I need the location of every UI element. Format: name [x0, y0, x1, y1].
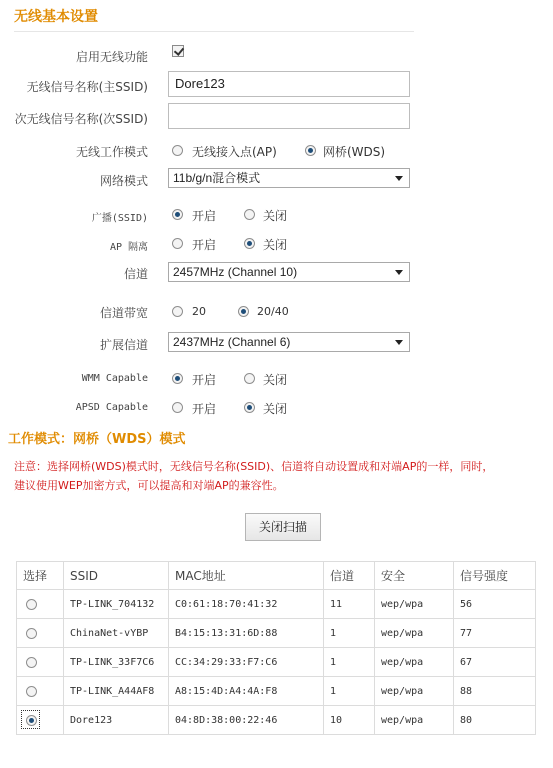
check-icon [174, 45, 184, 56]
table-row[interactable] [17, 706, 536, 735]
row-select-radio[interactable] [26, 657, 37, 668]
wmm-on-radio[interactable] [172, 373, 183, 384]
apsd-off-label: 关闭 [263, 402, 288, 416]
notice-line-2: 建议使用WEP加密方式，可以提高和对端AP的兼容性。 [14, 479, 284, 492]
net-mode-select[interactable] [168, 168, 410, 188]
row-channel: 1 [324, 677, 375, 706]
ap-isolation-on-label: 开启 [192, 238, 217, 252]
row-mac: CC:34:29:33:F7:C6 [169, 648, 324, 677]
header-ssid: SSID [64, 562, 169, 590]
header-select: 选择 [17, 562, 64, 590]
row-security: wep/wpa [375, 706, 454, 735]
broadcast-on-label: 开启 [192, 209, 217, 223]
row-channel: 1 [324, 619, 375, 648]
mode-title: 工作模式：网桥（WDS）模式 [8, 432, 186, 447]
scan-table [16, 561, 536, 735]
ext-channel-label: 扩展信道 [99, 338, 148, 352]
row-channel: 10 [324, 706, 375, 735]
bandwidth-2040-label: 20/40 [257, 305, 289, 318]
row-channel: 11 [324, 590, 375, 619]
apsd-on-radio[interactable] [172, 402, 183, 413]
ext-channel-value: 2437MHz (Channel 6) [173, 335, 291, 349]
row-signal: 88 [454, 677, 536, 706]
broadcast-off-label: 关闭 [263, 209, 288, 223]
table-header-row [17, 562, 536, 590]
channel-value: 2457MHz (Channel 10) [173, 265, 298, 279]
ssid-main-label: 无线信号名称(主SSID) [26, 80, 148, 94]
row-select-radio[interactable] [26, 599, 37, 610]
row-select-radio[interactable] [26, 686, 37, 697]
work-mode-ap-radio[interactable] [172, 145, 183, 156]
wmm-off-radio[interactable] [244, 373, 255, 384]
wmm-on-label: 开启 [192, 373, 217, 387]
work-mode-label: 无线工作模式 [75, 145, 148, 159]
title-divider [14, 31, 414, 32]
bandwidth-20-radio[interactable] [172, 306, 183, 317]
row-ssid: TP-LINK_A44AF8 [64, 677, 169, 706]
channel-label: 信道 [123, 267, 148, 281]
row-mac: B4:15:13:31:6D:88 [169, 619, 324, 648]
row-security: wep/wpa [375, 677, 454, 706]
table-row[interactable] [17, 590, 536, 619]
row-security: wep/wpa [375, 619, 454, 648]
header-channel: 信道 [324, 562, 375, 590]
work-mode-wds-label: 网桥(WDS) [323, 145, 386, 159]
ssid-sub-input[interactable] [168, 103, 410, 129]
net-mode-label: 网络模式 [99, 174, 148, 188]
row-select-cell [17, 648, 64, 677]
row-security: wep/wpa [375, 648, 454, 677]
chevron-down-icon [395, 176, 403, 181]
header-mac: MAC地址 [169, 562, 324, 590]
enable-wireless-checkbox[interactable] [172, 45, 184, 57]
ssid-sub-label: 次无线信号名称(次SSID) [14, 112, 148, 126]
row-select-cell [17, 677, 64, 706]
row-mac: A8:15:4D:A4:4A:F8 [169, 677, 324, 706]
header-security: 安全 [375, 562, 454, 590]
row-select-cell [17, 706, 64, 735]
ssid-main-input[interactable]: Dore123 [168, 71, 410, 97]
net-mode-value: 11b/g/n混合模式 [173, 171, 261, 185]
row-select-radio[interactable] [26, 628, 37, 639]
row-select-cell [17, 590, 64, 619]
apsd-on-label: 开启 [192, 402, 217, 416]
row-signal: 56 [454, 590, 536, 619]
wmm-off-label: 关闭 [263, 373, 288, 387]
table-row[interactable] [17, 677, 536, 706]
ext-channel-select[interactable] [168, 332, 410, 352]
ap-isolation-off-radio[interactable] [244, 238, 255, 249]
header-signal: 信号强度 [454, 562, 536, 590]
row-ssid: TP-LINK_33F7C6 [64, 648, 169, 677]
table-row[interactable] [17, 648, 536, 677]
row-ssid: Dore123 [64, 706, 169, 735]
row-mac: C0:61:18:70:41:32 [169, 590, 324, 619]
row-signal: 67 [454, 648, 536, 677]
row-ssid: ChinaNet-vYBP [64, 619, 169, 648]
broadcast-label: 广播(SSID) [91, 213, 148, 224]
row-select-cell [17, 619, 64, 648]
row-select-radio[interactable] [26, 715, 37, 726]
row-signal: 77 [454, 619, 536, 648]
bandwidth-label: 信道带宽 [99, 306, 148, 320]
work-mode-ap-label: 无线接入点(AP) [192, 145, 277, 159]
broadcast-off-radio[interactable] [244, 209, 255, 220]
bandwidth-2040-radio[interactable] [238, 306, 249, 317]
section-title: 无线基本设置 [14, 9, 98, 25]
chevron-down-icon [395, 270, 403, 275]
row-mac: 04:8D:38:00:22:46 [169, 706, 324, 735]
broadcast-on-radio[interactable] [172, 209, 183, 220]
notice-line-1: 注意：选择网桥(WDS)模式时，无线信号名称(SSID)、信道将自动设置成和对端AP的一样，同时， [14, 460, 494, 473]
channel-select[interactable] [168, 262, 410, 282]
apsd-label: APSD Capable [75, 402, 148, 413]
ap-isolation-off-label: 关闭 [263, 238, 288, 252]
enable-wireless-label: 启用无线功能 [75, 50, 148, 64]
table-row[interactable] [17, 619, 536, 648]
bandwidth-20-label: 20 [192, 305, 206, 318]
row-security: wep/wpa [375, 590, 454, 619]
row-ssid: TP-LINK_704132 [64, 590, 169, 619]
chevron-down-icon [395, 340, 403, 345]
ap-isolation-label: AP 隔离 [109, 242, 148, 253]
row-signal: 80 [454, 706, 536, 735]
ap-isolation-on-radio[interactable] [172, 238, 183, 249]
close-scan-button[interactable]: 关闭扫描 [245, 513, 321, 541]
apsd-off-radio[interactable] [244, 402, 255, 413]
row-channel: 1 [324, 648, 375, 677]
wmm-label: WMM Capable [81, 373, 148, 384]
work-mode-wds-radio[interactable] [305, 145, 316, 156]
